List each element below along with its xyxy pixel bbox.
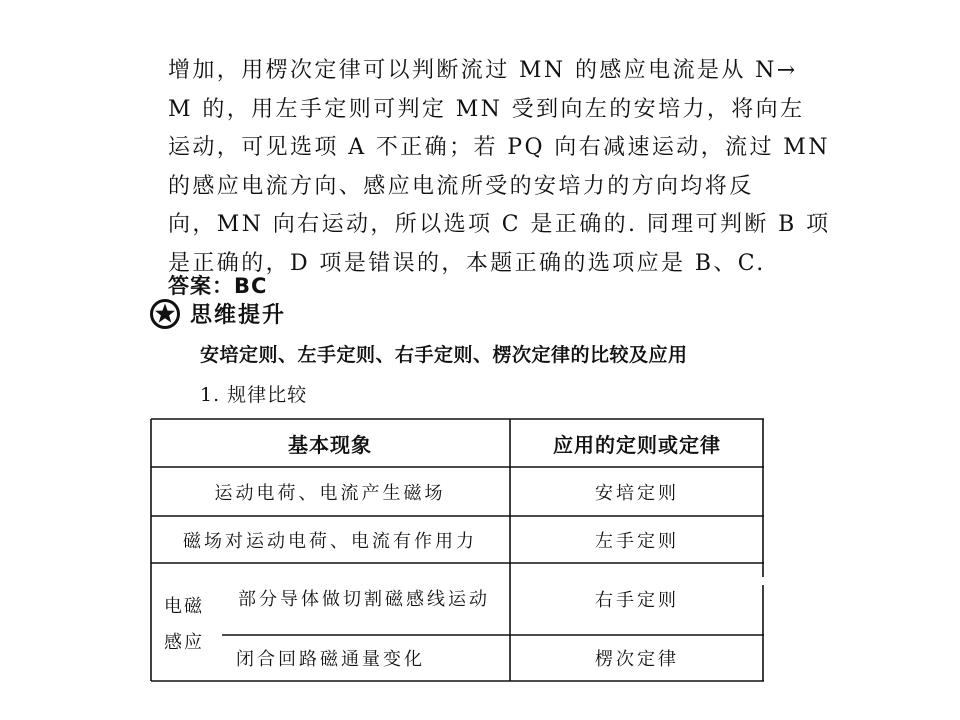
table-cell-phenomenon: 闭合回路磁通量变化 [236, 649, 425, 670]
solution-paragraph [168, 52, 831, 283]
answer-text: 答案：BC [168, 274, 268, 298]
section-header [150, 298, 286, 329]
paragraph-line: M 的，用左手定则可判定 MN 受到向左的安培力，将向左 [168, 96, 805, 122]
table-cell-rule: 左手定则 [595, 530, 679, 552]
table-cell-rule: 楞次定律 [595, 649, 679, 670]
section-title: 思维提升 [190, 303, 287, 328]
table-cell-rule: 安培定则 [595, 482, 679, 504]
paragraph-line: 是正确的，D 项是错误的，本题正确的选项应是 B、C. [168, 250, 766, 276]
table-cell-phenomenon: 磁场对运动电荷、电流有作用力 [183, 530, 477, 552]
table-header-rule: 应用的定则或定律 [553, 432, 721, 457]
paragraph-line: 运动，可见选项 A 不正确；若 PQ 向右减速运动，流过 MN [168, 135, 830, 160]
table-cell-group: 电磁感应 [164, 596, 204, 653]
star-icon [150, 299, 180, 329]
paragraph-line: 的感应电流方向、感应电流所受的安培力的方向均将反 [168, 173, 754, 199]
table-header-phenomenon: 基本现象 [288, 432, 372, 457]
paragraph-line: 向，MN 向右运动，所以选项 C 是正确的. 同理可判断 B 项 [168, 212, 831, 237]
subheading: 安培定则、左手定则、右手定则、楞次定律的比较及应用 [200, 344, 688, 366]
table-cell-rule: 右手定则 [595, 590, 679, 611]
table-cell-phenomenon: 运动电荷、电流产生磁场 [214, 482, 446, 504]
table-cell-phenomenon: 部分导体做切割磁感线运动 [238, 589, 490, 610]
paragraph-line: 增加，用楞次定律可以判断流过 MN 的感应电流是从 N→ [168, 58, 798, 83]
comparison-table [150, 417, 764, 682]
item-label: 1. 规律比较 [200, 384, 308, 406]
